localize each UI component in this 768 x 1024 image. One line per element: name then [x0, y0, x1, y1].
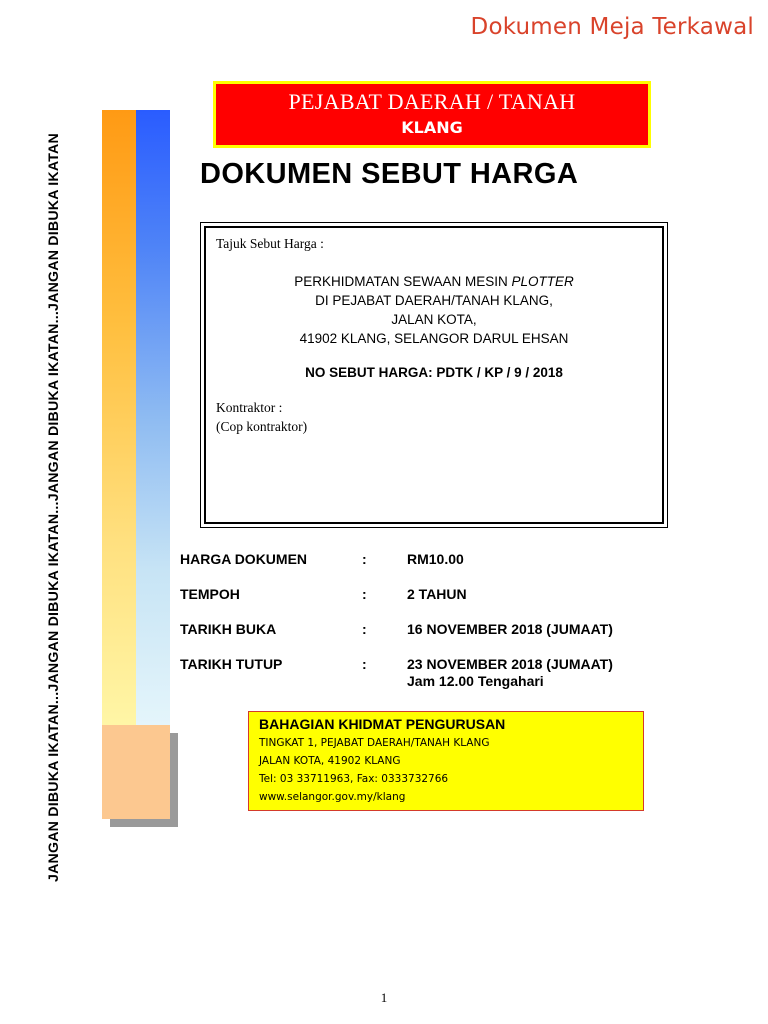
info-colon: :: [362, 656, 367, 672]
info-label: TEMPOH: [180, 586, 240, 602]
info-value: [407, 656, 613, 690]
close-time-value: Jam 12.00 Tengahari: [407, 673, 544, 689]
decorative-blue-stripe: [136, 110, 170, 725]
info-value: 2 TAHUN: [407, 586, 467, 602]
contact-address-line-1: TINGKAT 1, PEJABAT DAERAH/TANAH KLANG: [259, 737, 490, 749]
info-label: HARGA DOKUMEN: [180, 551, 308, 567]
close-date-value: 23 NOVEMBER 2018 (JUMAAT): [407, 656, 613, 672]
side-warning-text: JANGAN DIBUKA IKATAN...JANGAN DIBUKA IKATAN...JANGAN DIBUKA IKATAN...JANGAN DIBUKA IKATAN: [46, 133, 62, 882]
description-line-4: 41902 KLANG, SELANGOR DARUL EHSAN: [299, 331, 569, 346]
info-value: RM10.00: [407, 551, 464, 567]
description-line-3: JALAN KOTA,: [391, 312, 477, 327]
description-line-2: DI PEJABAT DAERAH/TANAH KLANG,: [315, 293, 553, 308]
info-colon: :: [362, 621, 367, 637]
contractor-section: [216, 398, 652, 436]
info-value: 16 NOVEMBER 2018 (JUMAAT): [407, 621, 613, 637]
description-line-1: [216, 272, 652, 291]
contact-department: BAHAGIAN KHIDMAT PENGURUSAN: [259, 716, 506, 732]
contact-website: www.selangor.gov.my/klang: [259, 791, 406, 803]
page-number: 1: [380, 990, 388, 1005]
header-label: Dokumen Meja Terkawal: [470, 14, 754, 40]
contact-phone-fax: Tel: 03 33711963, Fax: 0333732766: [259, 773, 449, 785]
quotation-title-label: Tajuk Sebut Harga :: [216, 236, 324, 251]
decorative-peach-block: [102, 725, 170, 819]
description-line-1-prefix: PERKHIDMATAN SEWAAN MESIN: [294, 274, 512, 289]
info-label: TARIKH TUTUP: [180, 656, 283, 672]
quotation-title-box-inner: [204, 226, 664, 524]
quotation-description: [216, 272, 652, 348]
description-line-1-italic: PLOTTER: [511, 274, 574, 289]
office-name: PEJABAT DAERAH / TANAH: [288, 89, 576, 114]
info-colon: :: [362, 586, 367, 602]
office-banner: [213, 81, 651, 148]
office-location: KLANG: [401, 118, 463, 137]
info-colon: :: [362, 551, 367, 567]
page-title: DOKUMEN SEBUT HARGA: [200, 158, 579, 190]
quotation-reference-number: NO SEBUT HARGA: PDTK / KP / 9 / 2018: [305, 365, 563, 380]
quotation-title-box: [200, 222, 668, 528]
contractor-stamp-note: (Cop kontraktor): [216, 419, 308, 434]
contractor-label: Kontraktor :: [216, 400, 283, 415]
contact-info-box: [248, 711, 644, 811]
info-label: TARIKH BUKA: [180, 621, 277, 637]
contact-address-line-2: JALAN KOTA, 41902 KLANG: [259, 755, 401, 767]
decorative-orange-stripe: [102, 110, 136, 725]
